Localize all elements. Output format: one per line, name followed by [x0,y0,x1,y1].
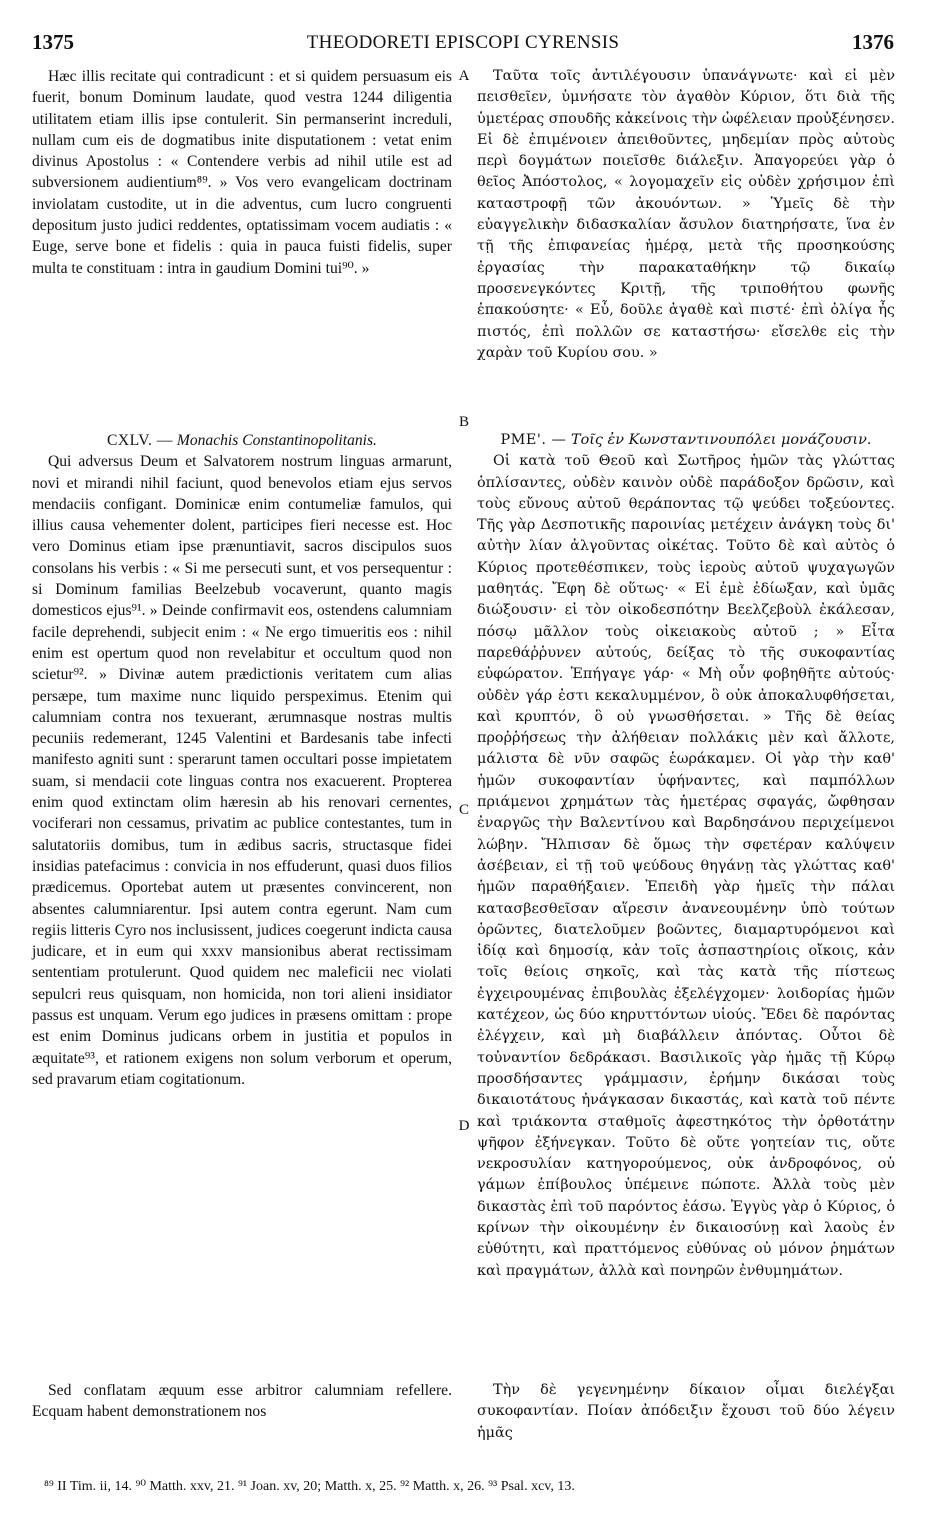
running-title: THEODORETI EPISCOPI CYRENSIS [306,32,620,53]
running-header [32,30,894,60]
greek-section-title: Τοῖς ἐν Κωνσταντινουπόλει μονάζουσιν. [571,432,872,448]
latin-section-title: Monachis Constantinopolitanis. [176,432,377,449]
latin-text-2: Qui adversus Deum et Salvatorem nostrum linguas armarunt, novi et mirandi nihil faciunt, quod benevolos etiam ejus servos mendaciis configant. Dominicæ enim contumeliæ famulos, qui illius causa vehementer dolent, participes fieri necesse est. Hoc vero Dominus etiam ipse prænuntiavit, sacros discipulos suos consolans his verbis : « Si me persecuti sunt, et vos persequentur : si Dominum familias Beelzebub vocaverunt, quanto magis domesticos ejus⁹¹. » Deinde confirmavit eos, ostendens calumniam facile deprehendi, subjecit enim : « Ne ergo timueritis eos : nihil enim est opertum quod non revelabitur et occultum quod non scietur⁹². » Divinæ autem prædictionis veritatem cum alias persæpe, tum maxime nunc liquido perspeximus. Etenim qui calumniam contra nos texuerant, ærumnasque nostras multis pecuniis redemerant, 1245 Valentini et Bardesanis tabe infecti manifesto agniti sunt : sperarunt tamen occultari posse impietatem suam, si mendacii cote linguas contra nos exacuerent. Propterea enim quod extinctam olim hæresin ab his renovari cernentes, vociferari non cessamus, privatim ac publice contestantes, tum in salutatoriis domibus, tum in ædibus sacris, structasque fidei insidias patefacimus : convicia in nos effuderunt, quasi duos filios prædicemus. Oportebat autem ut præsentes convincerent, non absentes calumniarentur. Ipsi autem contra egerunt. Nam cum regiis litteris Cyro nos inclusissent, judices coegerunt indicta causa judicare, et in eum qui xxxv mansionibus aberat rectissimam sententiam protulerunt. Quod quidem nec maleficii nec violati sepulcri reus quisquam, non homicida, non tori alieni insidiator passus est unquam. Verum ego judices in præsens omittam : prope est enim Dominus judicans orbem in justitia et populos in æquitate⁹³, et rationem exigens non solum verborum et operum, sed pravarum etiam cogitationum. [32,453,452,1088]
page-number-right: 1376 [852,30,894,54]
footnotes: ⁸⁹ II Tim. ii, 14. ⁹⁰ Matth. xxv, 21. ⁹¹ Joan. xv, 20; Matth. x, 25. ⁹² Matth. x, 26. ⁹³ Psal. xcv, 13. [44,1479,575,1494]
latin-section-145 [32,430,452,1090]
latin-text-1: Hæc illis recitate qui contradicunt : et si quidem persuasum eis fuerit, bonum Dominum laudate, quod vestra 1244 diligentia utilitatem etiam illis ipse contulerit. Sin permanserint increduli, nullam cum eis de dogmatibus inite disputationem : vetat enim divinus Apostolus : « Contendere verbis ad nihil utile est ad subversionem audientium⁸⁹. » Vos vero evangelicam doctrinam inviolatam custodite, ut in die adventus, cum lucro congruenti depositum justo judici reddentes, optatissimam vocem audiatis : « Euge, serve bone et fidelis : quia in pauca fuisti fidelis, super multa te constituam : intra in gaudium Domini tui⁹⁰. » [32,68,452,277]
greek-section-145 [477,430,895,1282]
greek-text-2: Οἱ κατὰ τοῦ Θεοῦ καὶ Σωτῆρος ἡμῶν τὰς γλώττας ὁπλίσαντες, οὐδὲν καινὸν οὐδὲ παράδοξον δρῶσιν, καὶ τοὺς εὔνους αὐτοῦ θεράποντας τῷ ψεύδει τοξεύοντες. Τῆς γὰρ Δεσποτικῆς παροινίας μετέχειν ἀνάγκη τοὺς δι' αὐτὴν λίαν ἀλγοῦντας οἰκέτας. Τοῦτο δὲ καὶ αὐτὸς ὁ Κύριος προτεθέσπικεν, τοὺς ἱεροὺς αὐτοῦ ψυχαγωγῶν μαθητάς. Ἔφη δὲ οὕτως· « Εἰ ἐμὲ ἐδίωξαν, καὶ ὑμᾶς διώξουσιν· εἰ τὸν οἰκοδεσπότην Βεελζεβοὺλ ἐκάλεσαν, πόσῳ μᾶλλον τοὺς οἰκειακοὺς αὐτοῦ ; » Εἶτα παρεθάῤῥυνεν αὐτούς, δείξας τὸ τῆς συκοφαντίας εὐφώρατον. Ἐπήγαγε γάρ· « Μὴ οὖν φοβηθῆτε αὐτούς· οὐδὲν γάρ ἐστι κεκαλυμμένον, ὃ οὐκ ἀποκαλυφθήσεται, καὶ κρυπτόν, ὃ οὐ γνωσθήσεται. » Τῆς δὲ θείας προῤῥήσεως τὴν ἀλήθειαν πολλάκις μὲν καὶ ἄλλοτε, μάλιστα δὲ νῦν σαφῶς ἑωράκαμεν. Οἱ γὰρ τὴν καθ' ἡμῶν συκοφαντίαν ὑφήναντες, καὶ παμπόλλων πριάμενοι χρημάτων τὰς ἡμετέρας σφαγάς, ὤφθησαν ἐναργῶς τὴν Βαλεντίνου καὶ Βαρδησάνου περιχείμενοι λώβην. Ἤλπισαν δὲ ὅμως τὴν σφετέραν καλύψειν ἀσέβειαν, εἰ τῇ τοῦ ψεύδους θηγάνῃ τὰς γλώττας καθ' ἡμῶν παραθήξαιεν. Ἐπειδὴ γὰρ ἡμεῖς τὴν πάλαι κατασβεσθεῖσαν αἵρεσιν ἀνανεουμένην ὑπὸ τούτων ὁρῶντες, διατελοῦμεν βοῶντες, διαμαρτυρόμενοι καὶ ἰδίᾳ καὶ δημοσίᾳ, κἀν τοῖς ἀσπαστηρίοις οἴκοις, κἀν τοῖς θείοις σηκοῖς, καὶ τὰς κατὰ τῆς πίστεως ἐγχειρουμένας ἐπιβουλὰς ἐξελέγχομεν· λοιδορίας ἡμῶν κατέχεον, ὡς δύο κηρυττόντων υἱούς. Ἔδει δὲ παρόντας ἐλέγχειν, καὶ μὴ διαβάλλειν ἀπόντας. Οὗτοι δὲ τοὐναντίον δεδράκασι. Βασιλικοῖς γὰρ ἡμᾶς τῇ Κύρῳ προσδήσαντες γράμμασιν, ἐρήμην δικάσαι τοὺς δικαιοτάτους ἠνάγκασαν δικαστάς, καὶ κατὰ τοῦ πέντε καὶ τριάκοντα σταθμοῖς ἀφεστηκότος τὴν ὀρθοτάτην ψῆφον ἐξήνεγκαν. Τοῦτο δὲ οὔτε γοητείαν τις, οὔτε νεκροσυλίαν κατηγορούμενος, οὐκ ἀνδροφόνος, οὐ γάμων ἐπίβουλος ὑπέμεινε πώποτε. Ἀλλὰ τοὺς μὲν δικαστὰς ἐπὶ τοῦ παρόντος ἐάσω. Ἐγγὺς γὰρ ὁ Κύριος, ὁ κρίνων τὴν οἰκουμένην ἐν δικαιοσύνῃ καὶ λαοὺς ἐν εὐθύτητι, καὶ πραττόμενος εὐθύνας οὐ μόνον ῥημάτων καὶ πραγμάτων, ἀλλὰ καὶ πονηρῶν ἐνθυμημάτων. [477,453,895,1279]
greek-text-1: Ταῦτα τοῖς ἀντιλέγουσιν ὑπανάγνωτε· καὶ εἰ μὲν πεισθεῖεν, ὑμνήσατε τὸν ἀγαθὸν Κύριον, ὅτι διὰ τῆς ὑμετέρας σπουδῆς κἀκείνοις τὴν ὠφέλειαν προὐξένησεν. Εἰ δὲ ἐπιμένοιεν ἀπειθοῦντες, μηδεμίαν πρὸς αὐτοὺς περὶ δογμάτων ποιεῖσθε διάλεξιν. Ἀπαγορεύει γὰρ ὁ θεῖος Ἀπόστολος, « λογομαχεῖν εἰς οὐδὲν χρήσιμον ἐπὶ καταστροφῇ τῶν ἀκουόντων. » Ὑμεῖς δὲ τὴν εὐαγγελικὴν διδασκαλίαν ἄσυλον διατηρήσατε, ἵνα ἐν τῇ τῆς ἐπιφανείας ἡμέρᾳ, μετὰ τῆς προσηκούσης ἐργασίας τὴν παρακαταθήκην τῷ δικαίῳ προσενεγκόντες Κριτῇ, τῆς τριποθήτου φωνῆς ἐπακούσητε· « Εὖ, δοῦλε ἀγαθὲ καὶ πιστέ· ἐπὶ ὀλίγα ἦς πιστός, ἐπὶ πολλῶν σε καταστήσω· εἴσελθε εἰς τὴν χαρὰν τοῦ Κυρίου σου. » [477,68,896,361]
greek-paragraph-1 [477,66,895,364]
page-number-left: 1375 [32,30,74,54]
greek-section-number: ΡΜΕ'. — [500,432,567,448]
margin-marker-a: A [458,68,470,84]
margin-marker-b: B [458,414,469,430]
greek-paragraph-3 [477,1380,895,1444]
margin-marker-c: C [458,802,469,818]
latin-text-3: Sed conflatam æquum esse arbitror calumniam refellere. Ecquam habent demonstrationem nos [32,1382,452,1421]
greek-section-heading [477,430,895,451]
latin-paragraph-3 [32,1380,452,1423]
latin-paragraph-1 [32,66,452,279]
margin-marker-d: D [458,1118,470,1134]
latin-section-heading [32,430,452,451]
greek-text-3: Τὴν δὲ γεγενημένην δίκαιον οἶμαι διελέγξαι συκοφαντίαν. Ποίαν ἀπόδειξιν ἔχουσι τοῦ δύο λέγειν ἡμᾶς [477,1382,895,1441]
latin-section-number: CXLV. — [107,432,173,449]
